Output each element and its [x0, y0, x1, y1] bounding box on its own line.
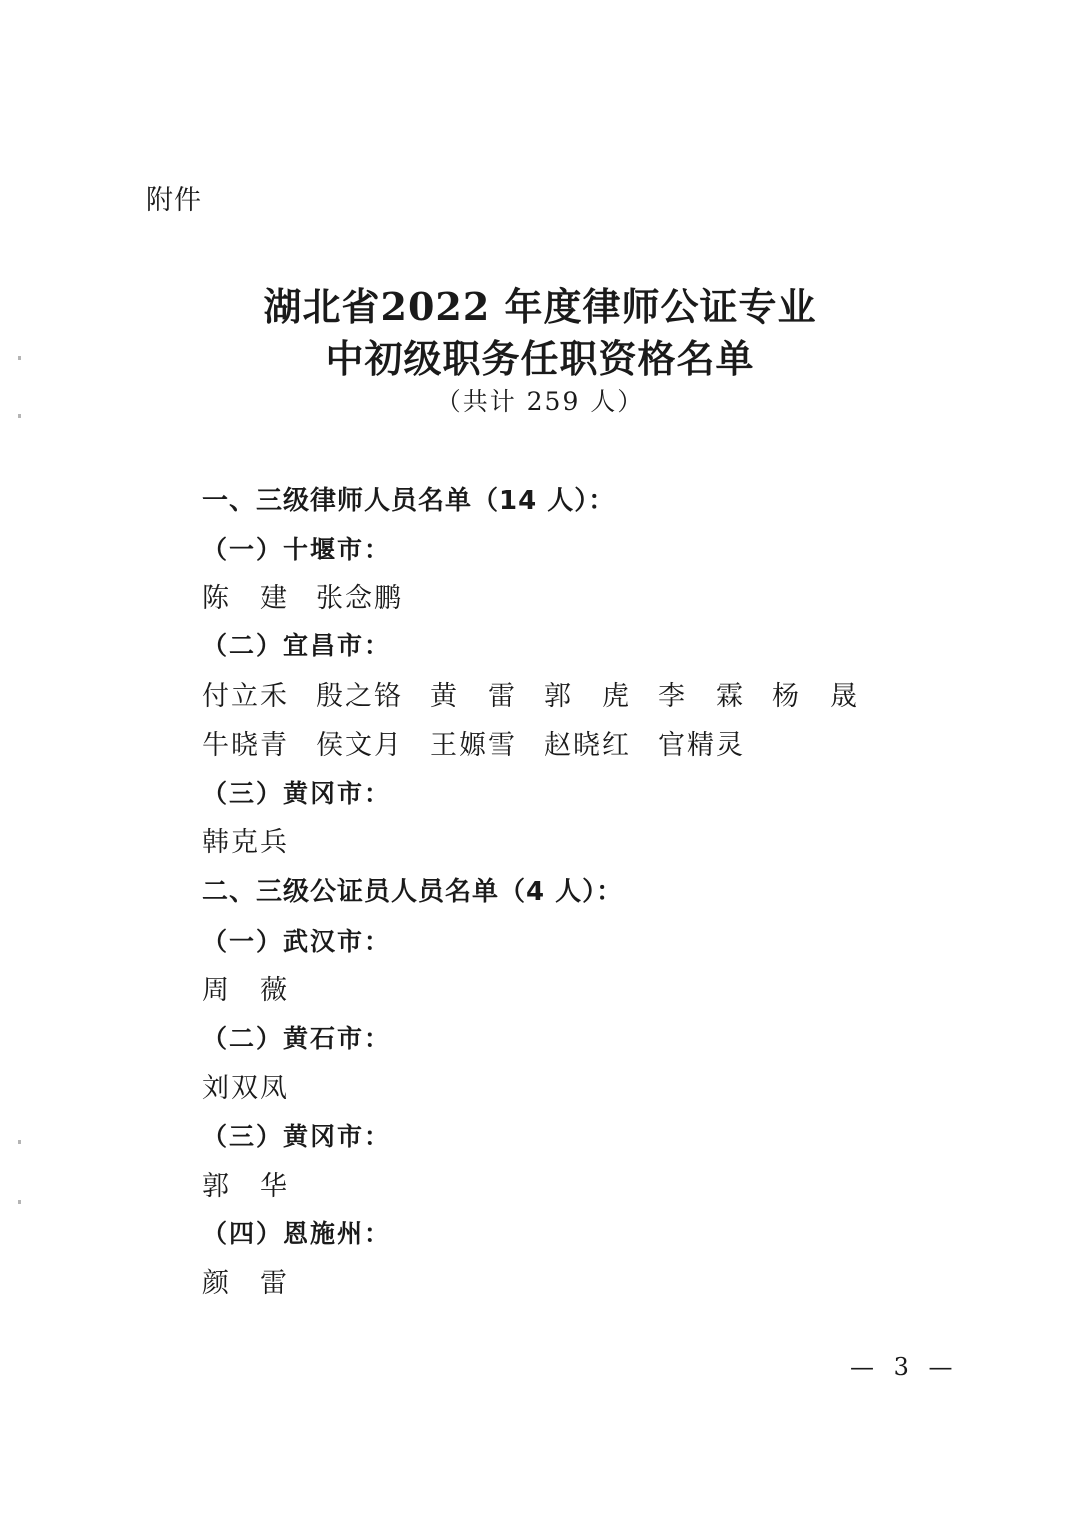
name-row	[202, 968, 902, 1004]
person-name: 侯文月	[316, 730, 403, 761]
page-number: — 3 —	[850, 1353, 959, 1381]
name-row	[202, 1164, 902, 1200]
total-count-note: （共计 259 人）	[435, 387, 645, 416]
name-row	[202, 576, 902, 612]
group-label-huanggang-2: （三）黄冈市：	[202, 1122, 392, 1151]
person-name: 殷之铬	[316, 681, 403, 712]
scan-margin-mark	[18, 1140, 21, 1144]
person-name: 赵晓红	[544, 730, 631, 761]
person-name: 郭 虎	[544, 681, 631, 712]
document-title-line-2: 中初级职务任职资格名单	[325, 336, 755, 381]
person-name: 韩克兵	[202, 827, 289, 858]
scan-margin-mark	[18, 356, 21, 360]
name-row	[202, 674, 902, 710]
scan-margin-mark	[18, 414, 21, 418]
name-row	[202, 820, 902, 856]
person-name: 陈 建	[202, 583, 289, 614]
person-name: 刘双凤	[202, 1073, 289, 1104]
group-label-huangshi: （二）黄石市：	[202, 1024, 392, 1053]
person-name: 牛晓青	[202, 730, 289, 761]
person-name: 郭 华	[202, 1171, 289, 1202]
person-name: 官精灵	[658, 730, 745, 761]
person-name: 王嫄雪	[430, 730, 517, 761]
section-heading-notaries: 二、三级公证员人员名单（4 人）：	[202, 877, 624, 907]
section-heading-lawyers: 一、三级律师人员名单（14 人）：	[202, 486, 616, 516]
person-name: 杨 晟	[772, 681, 859, 712]
name-row	[202, 1261, 902, 1297]
group-label-shiyan: （一）十堰市：	[202, 535, 392, 564]
attachment-label: 附件	[146, 185, 202, 216]
scan-margin-mark	[18, 1200, 21, 1204]
person-name: 付立禾	[202, 681, 289, 712]
name-row	[202, 723, 902, 759]
person-name: 李 霖	[658, 681, 745, 712]
group-label-yichang: （二）宜昌市：	[202, 631, 392, 660]
group-label-huanggang: （三）黄冈市：	[202, 779, 392, 808]
person-name: 张念鹏	[316, 583, 403, 614]
name-row	[202, 1066, 902, 1102]
document-title-line-1: 湖北省2022 年度律师公证专业	[263, 284, 817, 329]
person-name: 颜 雷	[202, 1268, 289, 1299]
group-label-enshi: （四）恩施州：	[202, 1219, 392, 1248]
person-name: 黄 雷	[430, 681, 517, 712]
person-name: 周 薇	[202, 975, 289, 1006]
group-label-wuhan: （一）武汉市：	[202, 927, 392, 956]
